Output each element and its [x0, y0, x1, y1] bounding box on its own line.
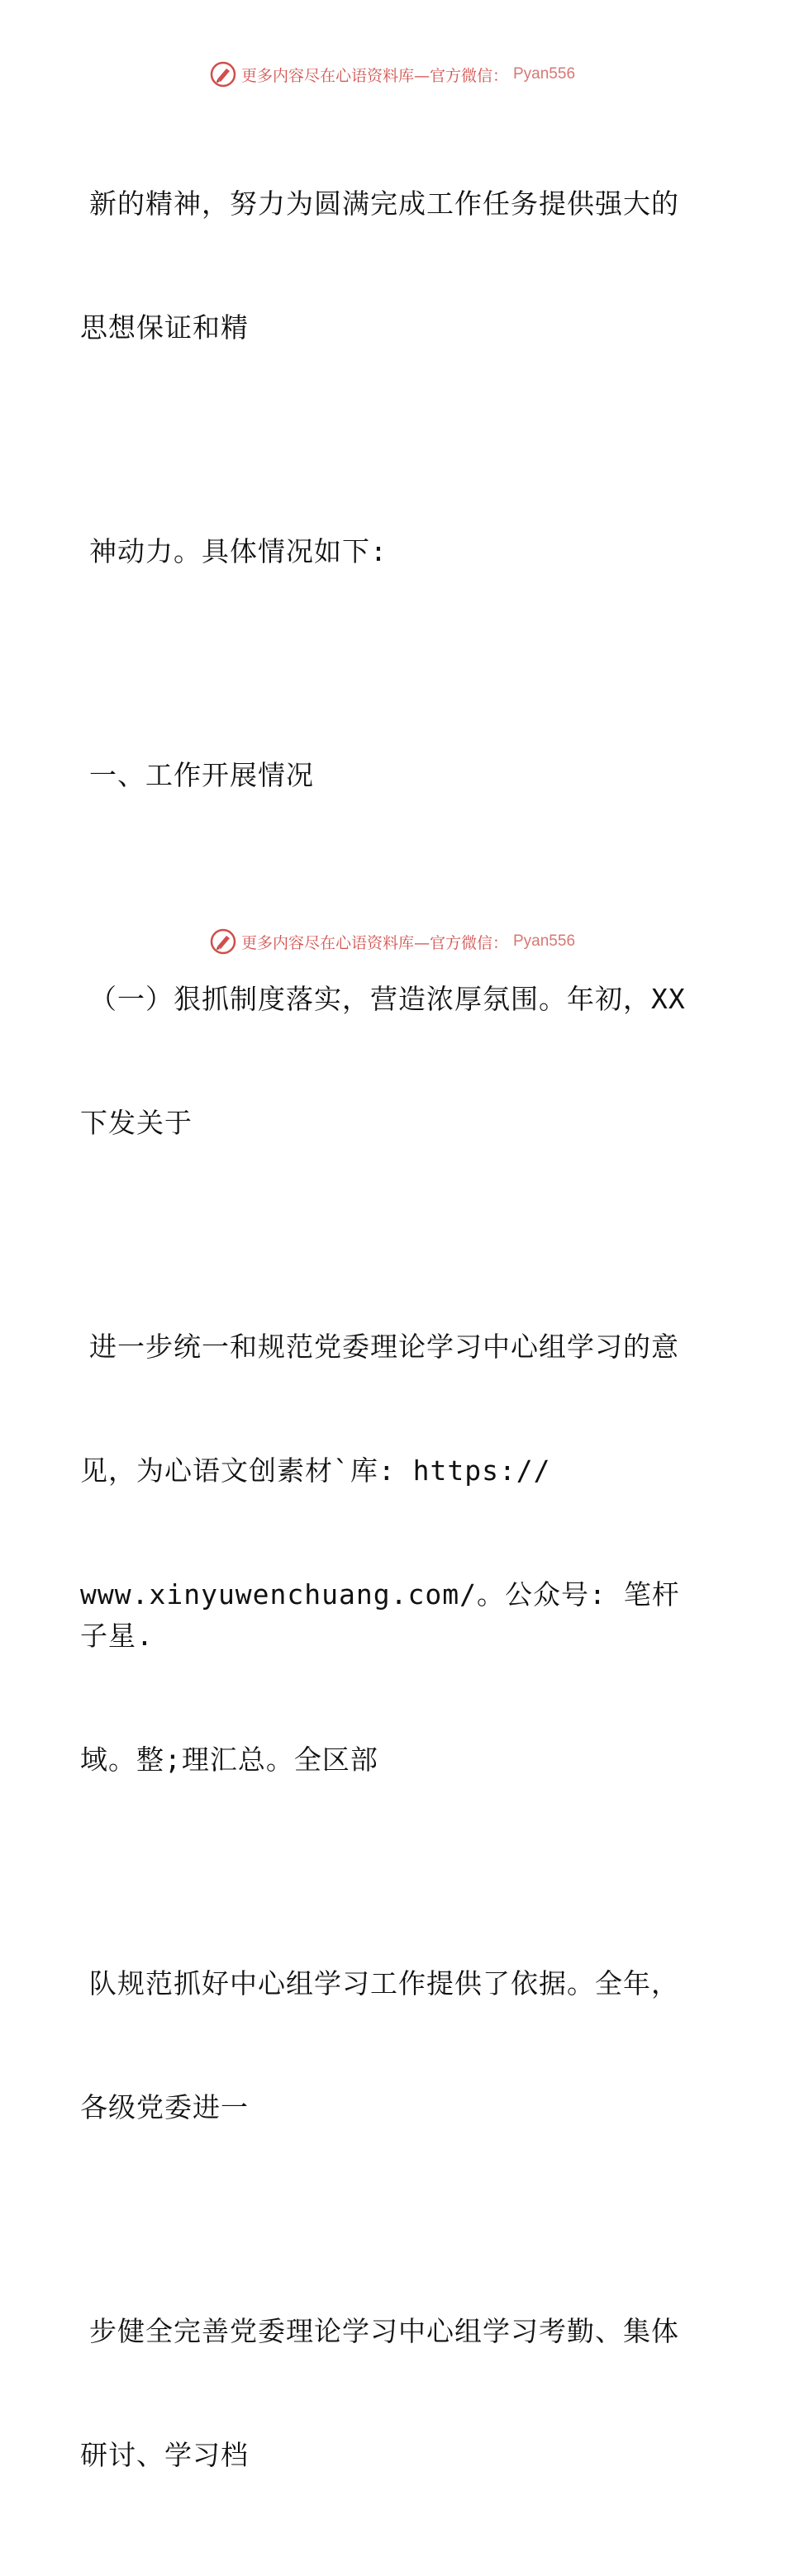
footer-banner-text: 更多内容尽在心语资料库—官方微信： [240, 933, 508, 952]
header-banner-text: 更多内容尽在心语资料库—官方微信： [240, 66, 508, 85]
paragraph-1 [80, 101, 692, 431]
text-line: 各级党委进一 [80, 2091, 249, 2123]
paragraph-7 [80, 2228, 692, 2559]
document-body [80, 101, 692, 2576]
pen-logo-icon [210, 928, 236, 955]
text-line: 进一步统一和规范党委理论学习中心组学习的意 [89, 1331, 679, 1363]
text-line: www.xinyuwenchuang.com/。公众号: 笔杆子星. [80, 1578, 680, 1652]
text-line: 步健全完善党委理论学习中心组学习考勤、集体 [89, 2315, 679, 2347]
header-wechat-id: Pyan556 [513, 65, 576, 83]
pen-logo-icon [210, 61, 236, 88]
text-line: 下发关于 [80, 1107, 193, 1139]
text-line: 域。整;理汇总。全区部 [80, 1743, 378, 1776]
text-line: 新的精神，努力为圆满完成工作任务提供强大的 [89, 187, 679, 220]
paragraph-6 [80, 1881, 692, 2211]
paragraph-5 [80, 1244, 692, 1863]
footer-banner [210, 928, 575, 955]
section-heading [80, 672, 692, 879]
header-banner [210, 61, 575, 88]
paragraph-2 [80, 448, 692, 655]
header-watermark-banner [0, 58, 785, 91]
text-line: 见，为心语文创素材`库: https:// [80, 1454, 551, 1487]
text-line: 队规范抓好中心组学习工作提供了依据。全年， [89, 1967, 679, 2000]
footer-wechat-id: Pyan556 [513, 932, 576, 950]
text-line: 研讨、学习档 [80, 2439, 249, 2471]
footer-watermark-banner [0, 925, 785, 958]
text-line: 神动力。具体情况如下: [89, 535, 388, 567]
text-line: （一）狠抓制度落实，营造浓厚氛围。年初，XX [89, 983, 686, 1015]
text-line: 思想保证和精 [80, 311, 249, 344]
text-line: 一、工作开展情况 [89, 759, 314, 791]
